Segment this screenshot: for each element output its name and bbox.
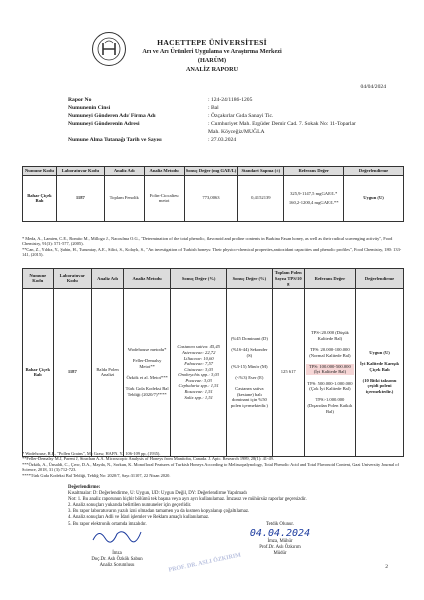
sd-cell: 0,4152139 xyxy=(238,175,284,221)
ref-cell xyxy=(284,175,344,221)
table-row xyxy=(23,288,404,456)
ref-line: TPS: 100.000-500.000 (İyi Kalitede Bal) xyxy=(306,364,354,375)
eval-line: İyi Kalitede Karışık Çiçek Balı xyxy=(360,361,400,372)
phenolic-table xyxy=(22,166,404,222)
meta-value: : Cumhuriyet Mah. Ergüder Demir Cad. 7. Sokak No: 11-Toparlar xyxy=(208,121,356,128)
signature-scribble-icon xyxy=(89,524,145,546)
center-name: Arı ve Arı Ürünleri Uygulama ve Araştırma Merkezi xyxy=(142,48,282,55)
page-number: 2 xyxy=(385,564,388,570)
meta-key: Numunenin Cinsi xyxy=(68,105,111,112)
taxon-line: Poaceae: 3,03 xyxy=(185,377,212,383)
analysis-cell: Balda Polen Analizi xyxy=(92,288,124,456)
note-item: Not: 1. Bu analiz raporunun hiçbir bölümü tek başına veya ayrı ayrı kullanılamaz. İmzasız ve mühürsüz raporlar geçersizdir. xyxy=(68,497,307,503)
note-item: 5. Bu rapor elektronik ortamda imzalıdır. xyxy=(68,521,147,527)
sig-name: Prof.Dr. Aslı Özkırım xyxy=(259,545,301,550)
meta-key: Numuneyi Gönderenin Adresi xyxy=(68,121,140,128)
col-header: Referans Değer xyxy=(284,167,344,176)
lab-code-cell: 1187 xyxy=(56,175,104,221)
col-header: Sonuç Değer (%) xyxy=(171,269,227,289)
abbreviations: Kısaltmalar: D: Değerlendirme, U: Uygun, UD: Uygun Değil, DY: Değerlendirme Yapılmadı xyxy=(68,491,247,497)
method-line: Wodehouse metodu* xyxy=(127,347,167,353)
taxon-line: Cistaceae: 3,03 xyxy=(184,366,214,372)
stamp-watermark: PROF. DR. ASLI ÖZKIRIM xyxy=(168,552,242,574)
method-line: Özkök et al. Metot*** xyxy=(126,375,168,381)
ref-line: TPS>1.000.000 (Dışarıdan Polen Katkılı Bal) xyxy=(307,397,353,414)
col-header: Sonuç Değer (mg GAE/L) xyxy=(184,167,238,176)
sig-line: İmza, Mühür xyxy=(267,539,293,544)
meta-value: : 27.03.2024 xyxy=(208,137,237,144)
reference-item: **Feller-Demalsy M.J, Parent J, Strachan A.A. Microscopic Analysis of Honeys from Manitoba, Canada. J. Apic. Research 1989, 28(1): 41-49. xyxy=(22,456,274,462)
lab-code-cell: 1187 xyxy=(53,288,92,456)
col-header: Laboratuvar Kodu xyxy=(53,269,92,289)
sample-cell: Bahar Çiçek Balı xyxy=(23,175,57,221)
meta-value: : Özçakırlar Gıda Sanayi Tic. xyxy=(208,113,274,120)
meta-key: Numuneyi Gönderen Adı/ Firma Adı xyxy=(68,113,156,120)
table-row xyxy=(23,175,404,221)
class-line: (%45 Dominant (D) xyxy=(230,335,268,341)
note-item: 4. Analiz sonuçları Adli ve İdari işlemler ve Reklam amaçlı kullanılamaz. xyxy=(68,515,210,521)
col-header: Toplam Polen Sayısı TPS/10 g xyxy=(272,269,304,289)
center-abbr: (HARÜM) xyxy=(197,57,227,64)
eval-cell xyxy=(356,288,404,456)
col-header: Numune Kodu xyxy=(23,167,57,176)
col-header: Laboratuvar Kodu xyxy=(56,167,104,176)
col-header: Analiz Adı xyxy=(104,167,144,176)
sig-role: Analiz Sorumlusu xyxy=(99,563,135,568)
taxon-line: Cephalaria spp.: 1,51 xyxy=(178,383,219,389)
col-header: Analiz Metodu xyxy=(123,269,170,289)
col-header: Standart Sapma (±) xyxy=(238,167,284,176)
eval-cell: Uygun (U) xyxy=(344,175,404,221)
analysis-cell: Toplam Fenolik xyxy=(104,175,144,221)
reference-item: ***Özkök, A., Ünsaldi, C., Çıvır, D.A., Mayda, N., Sorkun, K. Monofloral Features of Turkish Honeys According to Melissopalynology, Total Phenolic Acid and Total Flavonoid Content, Gazi University Journal of Science, 2018, 31 (3):712-723. xyxy=(22,461,399,473)
handwritten-date: 04.04.2024 xyxy=(249,528,311,539)
ref-line: TPS<20.000 (Düşük Kalitede Bal) xyxy=(310,330,349,341)
result-cell: 773,0063 xyxy=(184,175,238,221)
meta-value: Mah. Köyceğiz/MUĞLA xyxy=(208,129,265,136)
class-line: (%16-44) Sekonder (S) xyxy=(231,347,268,358)
sig-role: Müdür xyxy=(273,551,287,556)
composition-cell xyxy=(171,288,227,456)
ref-line: TPS: 20.000-100.000 (Normal Kalitede Bal) xyxy=(309,347,351,358)
reference-item: * Wodehouse, R.P., "Pollen Grains", Mc Graw, HAFN. Y., 106-109 pp, (1935). xyxy=(22,451,161,456)
references-2 xyxy=(22,451,406,478)
ref-line: 160,2-1200,4 mgGAE/L** xyxy=(288,199,339,205)
col-header: Analiz Metodu xyxy=(144,167,184,176)
taxon-line: Castanea sativa: 45,45 xyxy=(177,344,220,350)
taxon-line: Onobrychis spp.: 3,03 xyxy=(178,372,220,378)
col-header: Numune Kodu xyxy=(23,269,54,289)
class-line: (%3-15) Minör (M) xyxy=(231,363,268,369)
meta-value: : Bal xyxy=(208,105,219,112)
note-item: 2. Analiz sonuçları yukarıda belirtilen numuneler için geçerlidir. xyxy=(68,503,192,509)
method-cell xyxy=(123,288,170,456)
references-1 xyxy=(22,236,406,258)
analyst-signature xyxy=(72,524,162,569)
reference-item: ****Türk Gıda Kodeksi Bal Tebliği, Tebliğ No: 2020/7, Sayı:31107, 22 Nisan 2020. xyxy=(22,472,171,478)
meta-key xyxy=(68,128,208,136)
reference-item: * Meda, A., Lamien, C.E., Romito M., Millogo J., Nacoulma O.G., "Determination of the total phenolic, flavonoid and proline contents in Burkina Fasan honey, as well as their radical scavenging activity", Food Chemistry, 91(3): 571-577, (2005). xyxy=(22,236,393,247)
col-header: Değerlendirme xyxy=(344,167,404,176)
col-header: Değerlendirme xyxy=(356,269,404,289)
class-cell xyxy=(227,288,273,456)
method-line: Türk Gıda Kodeksi Bal Tebliği (2020/7)**** xyxy=(125,386,169,397)
pollen-table xyxy=(22,268,404,457)
note-item: 3. Bu rapor laboratuvarın yazılı izni olmadan tamamen ya da kısmen kopyalanıp çoğaltılamaz. xyxy=(68,509,250,515)
taxon-line: Fabaceae: 7,57 xyxy=(184,361,214,367)
meta-key: Rapor No xyxy=(68,97,92,103)
meta-key: Numune Alma Tutanağı Tarih ve Sayısı xyxy=(68,137,162,144)
col-header: Sonuç Değer (%) xyxy=(227,269,273,289)
eval-line: Uygun (U) xyxy=(369,349,390,355)
notes-title: Değerlendirme: xyxy=(68,485,101,490)
sample-meta xyxy=(68,96,418,145)
ref-line: TPS: 500.000-1.000.000 (Çok İyi Kalitede Bal) xyxy=(307,380,353,392)
university-name: HACETTEPE ÜNİVERSİTESİ xyxy=(157,38,267,47)
method-line: Feller-Demalsy Metot** xyxy=(132,358,162,369)
ref-cell xyxy=(304,288,355,456)
eval-line: (10 Bitki taksonu çeşidi poleni içermektedir.) xyxy=(362,377,397,395)
report-title: ANALİZ RAPORU xyxy=(185,66,239,73)
report-date: 04/04/2024 xyxy=(360,84,386,90)
col-header: Analiz Adı xyxy=(92,269,124,289)
sample-cell: Bahar Çiçek Balı xyxy=(23,288,54,456)
col-header: Referans Değer xyxy=(304,269,355,289)
sig-line: İmza xyxy=(112,551,122,556)
tps-cell: 125 617 xyxy=(272,288,304,456)
class-line: Castanea sativa (kestane) balı dominant için %50 polen içermektedir.) xyxy=(230,386,268,409)
class-line: (<%3) Eser (E) xyxy=(235,375,264,381)
reference-item: **Can, Z., Yıldız, Y., Şahin, H., Turumtay, A.E., Silici, S., Kolaylı, S., "An investigation of Turkish honeys: Their physico-chemical properties,antioxidant capacities and phenolic profiles", Food Chemistry, 180: 133-141, (2015). xyxy=(22,246,402,258)
taxon-line: Asteraceae: 22,72 xyxy=(181,349,216,355)
taxon-line: Salix spp.: 1,51 xyxy=(184,394,213,400)
sig-line: Tetdik Olunur. xyxy=(266,522,294,527)
method-cell: Folin-Ciocalteu metot xyxy=(144,175,184,221)
taxon-line: Rosaceae: 1,51 xyxy=(184,389,213,395)
taxon-line: Liliaceae: 10,60 xyxy=(183,355,214,361)
meta-value: : 124-24/1186-1205 xyxy=(208,97,253,103)
sig-name: Doç.Dr. Aslı Özkök Sabun xyxy=(91,557,143,562)
ref-line: 325,9-1147,5 mgGAE/L* xyxy=(290,191,338,196)
